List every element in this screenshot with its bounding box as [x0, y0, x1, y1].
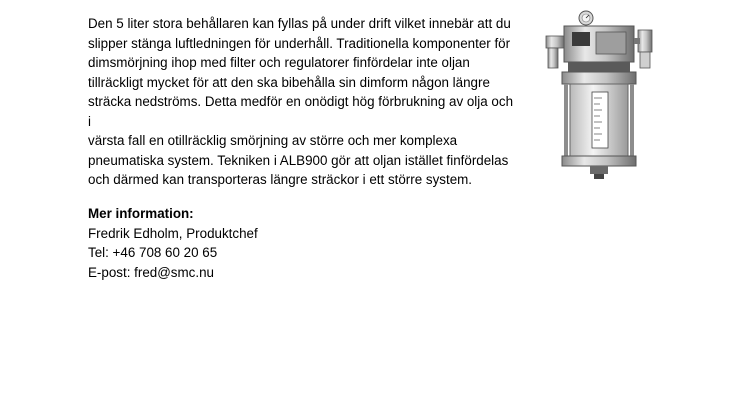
lubricator-product-image: [538, 8, 664, 180]
contact-phone: Tel: +46 708 60 20 65: [88, 245, 218, 260]
contact-info-block: [88, 204, 258, 282]
contact-email: E-post: fred@smc.nu: [88, 264, 214, 280]
article-body-text: Den 5 liter stora behållaren kan fyllas på under drift vilket innebär att du slipper stänga luftledningen för underhåll. Traditionella komponenter för dimsmörjning ihop med filter och regulatorer finfördelar inte oljan tillräckligt mycket för att den ska bibehålla sin dimform någon längre sträcka nedströms. Detta medför en onödigt hög förbrukning av olja och i värsta fall en otillräcklig smörjning av större och mer komplexa pneumatiska system. Tekniken i ALB900 gör att oljan istället finfördelas och därmed kan transporteras längre sträckor i ett större system.: [88, 16, 514, 187]
contact-heading: Mer information:: [88, 206, 194, 221]
contact-name: Fredrik Edholm, Produktchef: [88, 225, 258, 241]
